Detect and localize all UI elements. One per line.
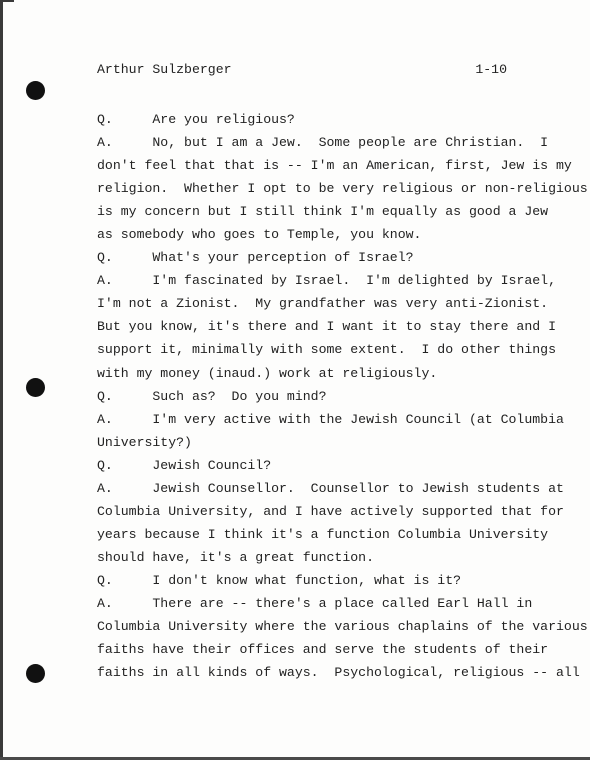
punch-hole: [26, 81, 45, 100]
transcript-line: A. I'm fascinated by Israel. I'm delighted by Israel,: [97, 273, 556, 289]
transcript-line: support it, minimally with some extent. I do other things: [97, 342, 556, 358]
transcript-line: Q. Are you religious?: [97, 112, 295, 127]
page-top-edge: [0, 0, 14, 2]
transcript-line: faiths in all kinds of ways. Psychological, religious -- all: [97, 665, 580, 681]
transcript-line: faiths have their offices and serve the students of their: [97, 642, 549, 658]
transcript-line: religion. Whether I opt to be very religious or non-religious: [97, 181, 588, 197]
transcript-line: Q. Such as? Do you mind?: [97, 388, 327, 404]
transcript-line: I'm not a Zionist. My grandfather was very anti-Zionist.: [97, 296, 549, 312]
punch-hole: [26, 664, 45, 683]
transcript-line: A. Jewish Counsellor. Counsellor to Jewish students at: [97, 480, 564, 496]
transcript-line: Q. Jewish Council?: [97, 457, 272, 473]
transcript-line: with my money (inaud.) work at religiously.: [97, 365, 438, 381]
transcript-body: [97, 108, 588, 684]
transcript-line: years because I think it's a function Columbia University: [97, 526, 549, 542]
transcript-line: Columbia University where the various chaplains of the various: [97, 619, 588, 635]
transcript-line: is my concern but I still think I'm equally as good a Jew: [97, 204, 549, 220]
page-number: 1-10: [475, 62, 507, 77]
transcript-line: A. No, but I am a Jew. Some people are Christian. I: [97, 135, 549, 151]
transcript-line: Q. I don't know what function, what is it?: [97, 572, 462, 588]
transcript-line: Q. What's your perception of Israel?: [97, 250, 414, 266]
transcript-line: A. I'm very active with the Jewish Council (at Columbia: [97, 411, 564, 427]
interviewee-name: Arthur Sulzberger: [97, 62, 232, 77]
transcript-line: A. There are -- there's a place called Earl Hall in: [97, 595, 533, 611]
transcript-line: Columbia University, and I have actively supported that for: [97, 503, 564, 519]
transcript-line: should have, it's a great function.: [97, 549, 374, 565]
transcript-line: don't feel that that is -- I'm an American, first, Jew is my: [97, 158, 572, 174]
transcript-line: But you know, it's there and I want it to stay there and I: [97, 319, 556, 335]
punch-hole: [26, 378, 45, 397]
transcript-line: University?): [97, 434, 192, 450]
page-left-edge: [0, 0, 3, 760]
transcript-line: as somebody who goes to Temple, you know.: [97, 227, 422, 243]
